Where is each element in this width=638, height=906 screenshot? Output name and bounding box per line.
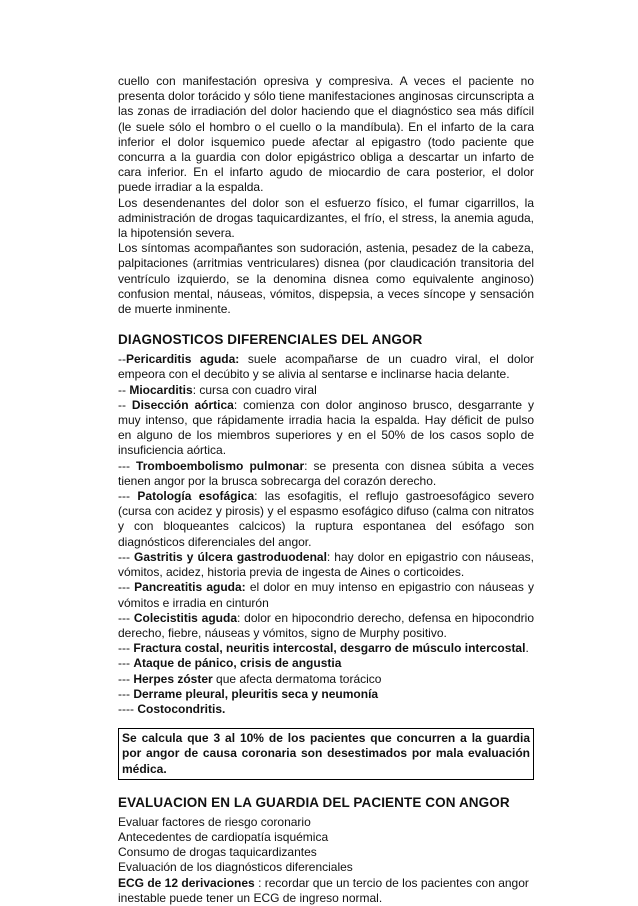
item-term: Disección aórtica — [131, 397, 234, 412]
intro-paragraph-1: cuello con manifestación opresiva y compresiva. A veces el paciente no presenta dolor torácido y sólo tiene manifestaciones anginosas circunscripta a las zonas de irradiación del dolor haciendo que el diagnóstico sea más difícil (le suele sólo el hombro o el cuello o la mandíbula). En el infarto de la cara inferior el dolor isquemico puede afectar al epigastro (todo paciente que concurra a la guardia con dolor epigástrico obliga a descartar un infarto de cara inferior. En el infarto agudo de miocardio de cara posterior, el dolor puede irradiar a la espalda. — [118, 74, 534, 195]
differential-diagnosis-heading: DIAGNOSTICOS DIFERENCIALES DEL ANGOR — [118, 332, 423, 348]
item-text: : comienza con dolor anginoso brusco, desgarrante y muy intenso, que rápidamente irradia hacia la espalda. Hay déficit de pulso en alguno de los miembros superiores y en el 50% de los casos soplo de insuficiencia aórtica. — [118, 397, 535, 458]
item-prefix: --- — [118, 458, 137, 473]
item-prefix: --- — [118, 641, 134, 656]
item-term: Costocondritis. — [137, 701, 226, 716]
evaluation-list — [118, 815, 534, 876]
ecg-paragraph — [118, 876, 534, 906]
item-prefix: --- — [118, 580, 135, 595]
item-term: Colecistitis aguda — [133, 610, 238, 625]
intro-paragraph-3: Los síntomas acompañantes son sudoración, astenia, pesadez de la cabeza, palpitaciones (arritmias ventriculares) disnea (por claudicación transitoria del ventrículo izquierdo, se la denomina disnea como equivalente anginoso) confusion mental, náuseas, vómitos, dispepsia, a veces síncope y sensación de muerte inminente. — [118, 241, 534, 317]
diff-item-colecistitis — [118, 611, 534, 641]
item-term: Herpes zóster — [133, 671, 213, 686]
item-term: Fractura costal, neuritis intercostal, desgarro de músculo intercostal — [133, 641, 526, 656]
item-prefix: --- — [118, 610, 134, 625]
item-term: Gastritis y úlcera gastroduodenal — [134, 549, 327, 564]
diff-item-costocondritis — [118, 702, 534, 717]
item-text: : las esofagitis, el reflujo gastroesofágico severo (cursa con acidez y pirosis) y el espasmo esofágico difuso (calma con nitratos y con bloqueantes calcicos) la ruptura espontanea del esófago son diagnósticos diferenciales del angor. — [118, 489, 534, 549]
item-prefix: --- — [118, 656, 134, 671]
item-term: Pericarditis aguda: — [126, 352, 240, 367]
ecg-term: ECG de 12 derivaciones — [118, 875, 255, 890]
diff-item-diseccion-aortica — [118, 398, 534, 459]
item-text: : cursa con cuadro viral — [192, 382, 317, 397]
item-prefix: --- — [118, 489, 138, 504]
item-term: Tromboembolismo pulmonar — [136, 458, 305, 473]
item-term: Pancreatitis aguda: — [134, 580, 246, 595]
item-prefix: -- — [118, 382, 130, 397]
item-prefix: ---- — [118, 701, 138, 716]
diff-item-patologia-esofagica — [118, 489, 534, 550]
ecg-text: : recordar que un tercio de los pacientes con angor inestable puede tener un ECG de ingreso normal. — [118, 875, 529, 905]
evaluation-line: Antecedentes de cardiopatía isquémica — [118, 829, 329, 844]
diff-item-gastritis — [118, 550, 534, 580]
evaluation-line: Evaluación de los diagnósticos diferenciales — [118, 860, 353, 875]
intro-paragraph-2: Los desendenantes del dolor son el esfuerzo físico, el fumar cigarrillos, la administración de drogas taquicardizantes, el frío, el stress, la anemia aguda, la hipotensión severa. — [118, 195, 534, 241]
item-text: que afecta dermatoma torácico — [212, 671, 382, 686]
document-page — [118, 74, 534, 906]
item-term: Miocarditis — [129, 382, 193, 397]
diff-item-tromboembolismo — [118, 459, 534, 489]
item-prefix: --- — [118, 686, 134, 701]
diff-item-ataque-panico — [118, 656, 534, 671]
item-text: : dolor en hipocondrio derecho, defensa en hipocondrio derecho, fiebre, náuseas y vómitos, signo de Murphy positivo. — [118, 610, 534, 640]
item-text: suele acompañarse de un cuadro viral, el dolor empeora con el decúbito y se alivia al sentarse e inclinarse hacia delante. — [118, 352, 534, 382]
diff-item-derrame-pleural — [118, 687, 534, 702]
item-prefix: -- — [118, 397, 132, 412]
item-term: Ataque de pánico, crisis de angustia — [133, 656, 342, 671]
item-prefix: --- — [118, 671, 134, 686]
item-text: : hay dolor en epigastrio con náuseas, vómitos, acidez, historia previa de ingesta de Aines o corticoides. — [118, 549, 534, 580]
callout-box: Se calcula que 3 al 10% de los pacientes que concurren a la guardia por angor de causa coronaria son desestimados por mala evaluación médica. — [118, 728, 534, 780]
evaluation-heading: EVALUACION EN LA GUARDIA DEL PACIENTE CON ANGOR — [118, 794, 510, 810]
item-text: el dolor en muy intenso en epigastrio con náuseas y vómitos e irradia en cinturón — [118, 580, 535, 610]
differential-diagnosis-list — [118, 352, 534, 717]
evaluation-line: Evaluar factores de riesgo coronario — [118, 814, 311, 829]
diff-item-miocarditis — [118, 383, 534, 398]
diff-item-pancreatitis — [118, 580, 534, 610]
item-text: . — [525, 641, 529, 656]
item-text: : se presenta con disnea súbita a veces tienen angor por la brusca sobrecarga del corazón derecho. — [118, 458, 534, 488]
evaluation-line: Consumo de drogas taquicardizantes — [118, 845, 317, 860]
item-term: Derrame pleural, pleuritis seca y neumonía — [133, 686, 379, 701]
diff-item-fractura-costal — [118, 641, 534, 656]
diff-item-herpes-zoster — [118, 672, 534, 687]
item-prefix: --- — [118, 549, 135, 564]
item-prefix: -- — [118, 352, 126, 367]
item-term: Patología esofágica — [137, 489, 255, 504]
diff-item-pericarditis — [118, 352, 534, 382]
